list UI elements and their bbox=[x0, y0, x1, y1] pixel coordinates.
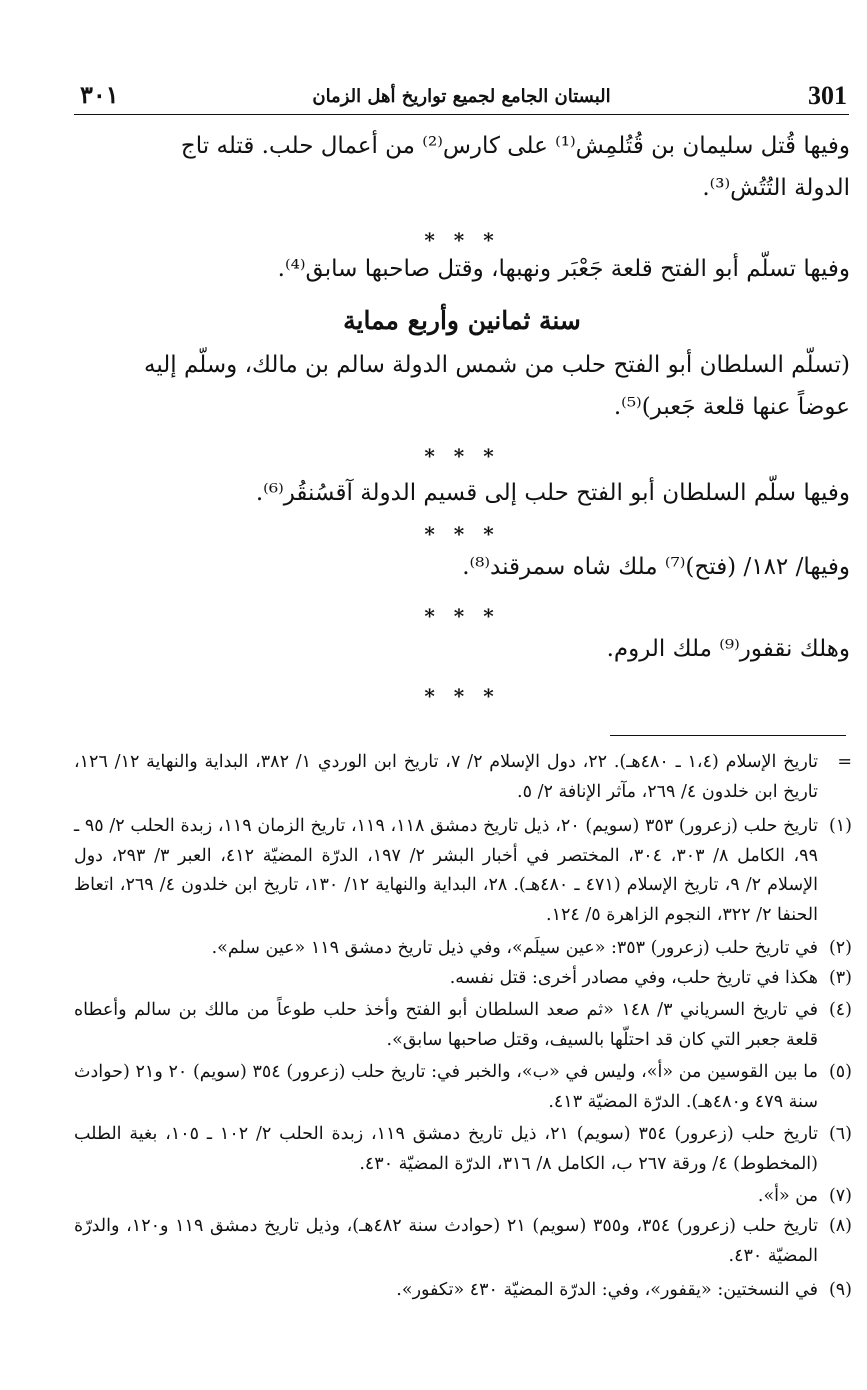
text-line: وفيها/ ١٨٢/ (فتح)⁽⁷⁾ ملك شاه سمرقند⁽⁸⁾. bbox=[462, 554, 850, 580]
footnote-text: في تاريخ حلب (زعرور) ٣٥٣: «عين سيلَم»، وفي ذيل تاريخ دمشق ١١٩ «عين سلم». bbox=[211, 938, 818, 958]
section-separator: * * * bbox=[424, 604, 500, 628]
footnote-6 bbox=[74, 1120, 852, 1179]
text-line: وفيها تسلّم أبو الفتح قلعة جَعْبَر ونهبها، وقتل صاحبها سابق⁽⁴⁾. bbox=[277, 256, 850, 282]
footnote-9 bbox=[74, 1276, 852, 1306]
paragraph-jabar bbox=[74, 256, 850, 282]
paragraph-sulayman bbox=[74, 133, 850, 159]
footnote-5 bbox=[74, 1058, 852, 1117]
footnote-number: (٩) bbox=[828, 1280, 852, 1300]
footnote-text: تاريخ حلب (زعرور) ٣٥٤، و٣٥٥ (سويم) ٢١ (حوادث سنة ٤٨٢هـ)، وذيل تاريخ دمشق ١١٩ و١٢٠، والدرّة المضيّة ٤٣٠. bbox=[74, 1216, 818, 1266]
footnote-text: هكذا في تاريخ حلب، وفي مصادر أخرى: قتل نفسه. bbox=[449, 968, 818, 988]
paragraph-aqsunqur bbox=[74, 480, 850, 506]
footnote-number: (٨) bbox=[828, 1216, 852, 1236]
footnote-number: (٥) bbox=[828, 1062, 852, 1082]
section-separator: * * * bbox=[424, 684, 500, 708]
footnote-continued bbox=[74, 748, 852, 807]
section-separator: * * * bbox=[424, 522, 500, 546]
section-separator: * * * bbox=[424, 444, 500, 468]
footnote-number: (٦) bbox=[828, 1124, 852, 1144]
footnote-4 bbox=[74, 996, 852, 1055]
footnote-number: (٤) bbox=[828, 1000, 852, 1020]
footnote-text: تاريخ حلب (زعرور) ٣٥٤ (سويم) ٢١، ذيل تاريخ دمشق ١١٩، زبدة الحلب ٢/ ١٠٢ ـ ١٠٥، بغية الطلب (المخطوط) ٤/ ورقة ٢٦٧ ب، الكامل ٨/ ٣١٦، الدرّة المضيّة ٤٣٠. bbox=[74, 1124, 818, 1174]
footnote-text: من «أ». bbox=[757, 1186, 818, 1206]
footnote-text: في النسختين: «يقفور»، وفي: الدرّة المضيّة ٤٣٠ «تكفور». bbox=[396, 1280, 818, 1300]
footnote-marker: = bbox=[837, 752, 852, 772]
text-line: (تسلّم السلطان أبو الفتح حلب من شمس الدولة سالم بن مالك، وسلّم إليه bbox=[143, 352, 850, 378]
footnote-text: في تاريخ السرياني ٣/ ١٤٨ «ثم صعد السلطان أبو الفتح وأخذ حلب طوعاً من مالك بن سالم وأعطاه قلعة جعبر التي كان قد احتلّها بالسيف، وقتل صاحبها سابق». bbox=[74, 1000, 818, 1050]
page-number-latin: 301 bbox=[808, 81, 847, 110]
text-line: وفيها قُتل سليمان بن قُتُلمِش⁽¹⁾ على كارس⁽²⁾ من أعمال حلب. قتله تاج bbox=[180, 133, 850, 159]
page-header bbox=[74, 68, 849, 115]
footnote-2 bbox=[74, 934, 852, 964]
text-line: وفيها سلّم السلطان أبو الفتح حلب إلى قسيم الدولة آقسُنقُر⁽⁶⁾. bbox=[255, 480, 850, 506]
paragraph-aleppo-cont bbox=[74, 394, 850, 420]
page-number-arabic: ٣٠١ bbox=[80, 80, 119, 109]
paragraph-aleppo bbox=[74, 352, 850, 378]
paragraph-sulayman-cont bbox=[74, 175, 850, 201]
footnote-rule bbox=[610, 735, 846, 736]
footnote-number: (٧) bbox=[828, 1186, 852, 1206]
footnote-7 bbox=[74, 1182, 852, 1212]
footnote-number: (٣) bbox=[828, 968, 852, 988]
footnote-text: تاريخ حلب (زعرور) ٣٥٣ (سويم) ٢٠، ذيل تاريخ دمشق ١١٨، ١١٩، تاريخ الزمان ١١٩، زبدة الحلب ٢/ ٩٥ ـ ٩٩، الكامل ٨/ ٣٠٣، ٣٠٤، المختصر في أخبار البشر ٢/ ١٩٧، الدرّة المضيّة ٤١٢، العبر ٣/ ٢٩٣، دول الإسلام ٢/ ٩، تاريخ الإسلام (٤٧١ ـ ٤٨٠هـ). ٢٨، البداية والنهاية ١٢/ ١٣٠، تاريخ ابن خلدون ٤/ ٢٦٩، اتعاظ الحنفا ٢/ ٣٢٢، النجوم الزاهرة ٥/ ١٢٤. bbox=[74, 816, 818, 925]
text-line: الدولة التُتُش⁽³⁾. bbox=[702, 175, 850, 201]
footnote-1 bbox=[74, 812, 852, 930]
footnote-number: (٢) bbox=[828, 938, 852, 958]
footnote-3 bbox=[74, 964, 852, 994]
text-line: وهلك نقفور⁽⁹⁾ ملك الروم. bbox=[606, 636, 850, 662]
footnote-text: ما بين القوسين من «أ»، وليس في «ب»، والخبر في: تاريخ حلب (زعرور) ٣٥٤ (سويم) ٢٠ و٢١ (حوادث سنة ٤٧٩ و٤٨٠هـ). الدرّة المضيّة ٤١٣. bbox=[74, 1062, 818, 1112]
paragraph-nicephorus bbox=[74, 636, 850, 662]
footnote-text: تاريخ الإسلام (١،٤ ـ ٤٨٠هـ). ٢٢، دول الإسلام ٢/ ٧، تاريخ ابن الوردي ١/ ٣٨٢، البداية والنهاية ١٢/ ١٢٦، تاريخ ابن خلدون ٤/ ٢٦٩، مآثر الإنافة ٢/ ٥. bbox=[74, 752, 819, 802]
running-title: البستان الجامع لجميع تواريخ أهل الزمان bbox=[312, 86, 611, 107]
footnote-8 bbox=[74, 1212, 852, 1271]
footnote-number: (١) bbox=[828, 816, 852, 836]
text-line: عوضاً عنها قلعة جَعبر)⁽⁵⁾. bbox=[613, 394, 850, 420]
paragraph-samarqand bbox=[74, 554, 850, 580]
year-heading: سنة ثمانين وأربع مماية bbox=[343, 306, 581, 335]
section-separator: * * * bbox=[424, 228, 500, 252]
